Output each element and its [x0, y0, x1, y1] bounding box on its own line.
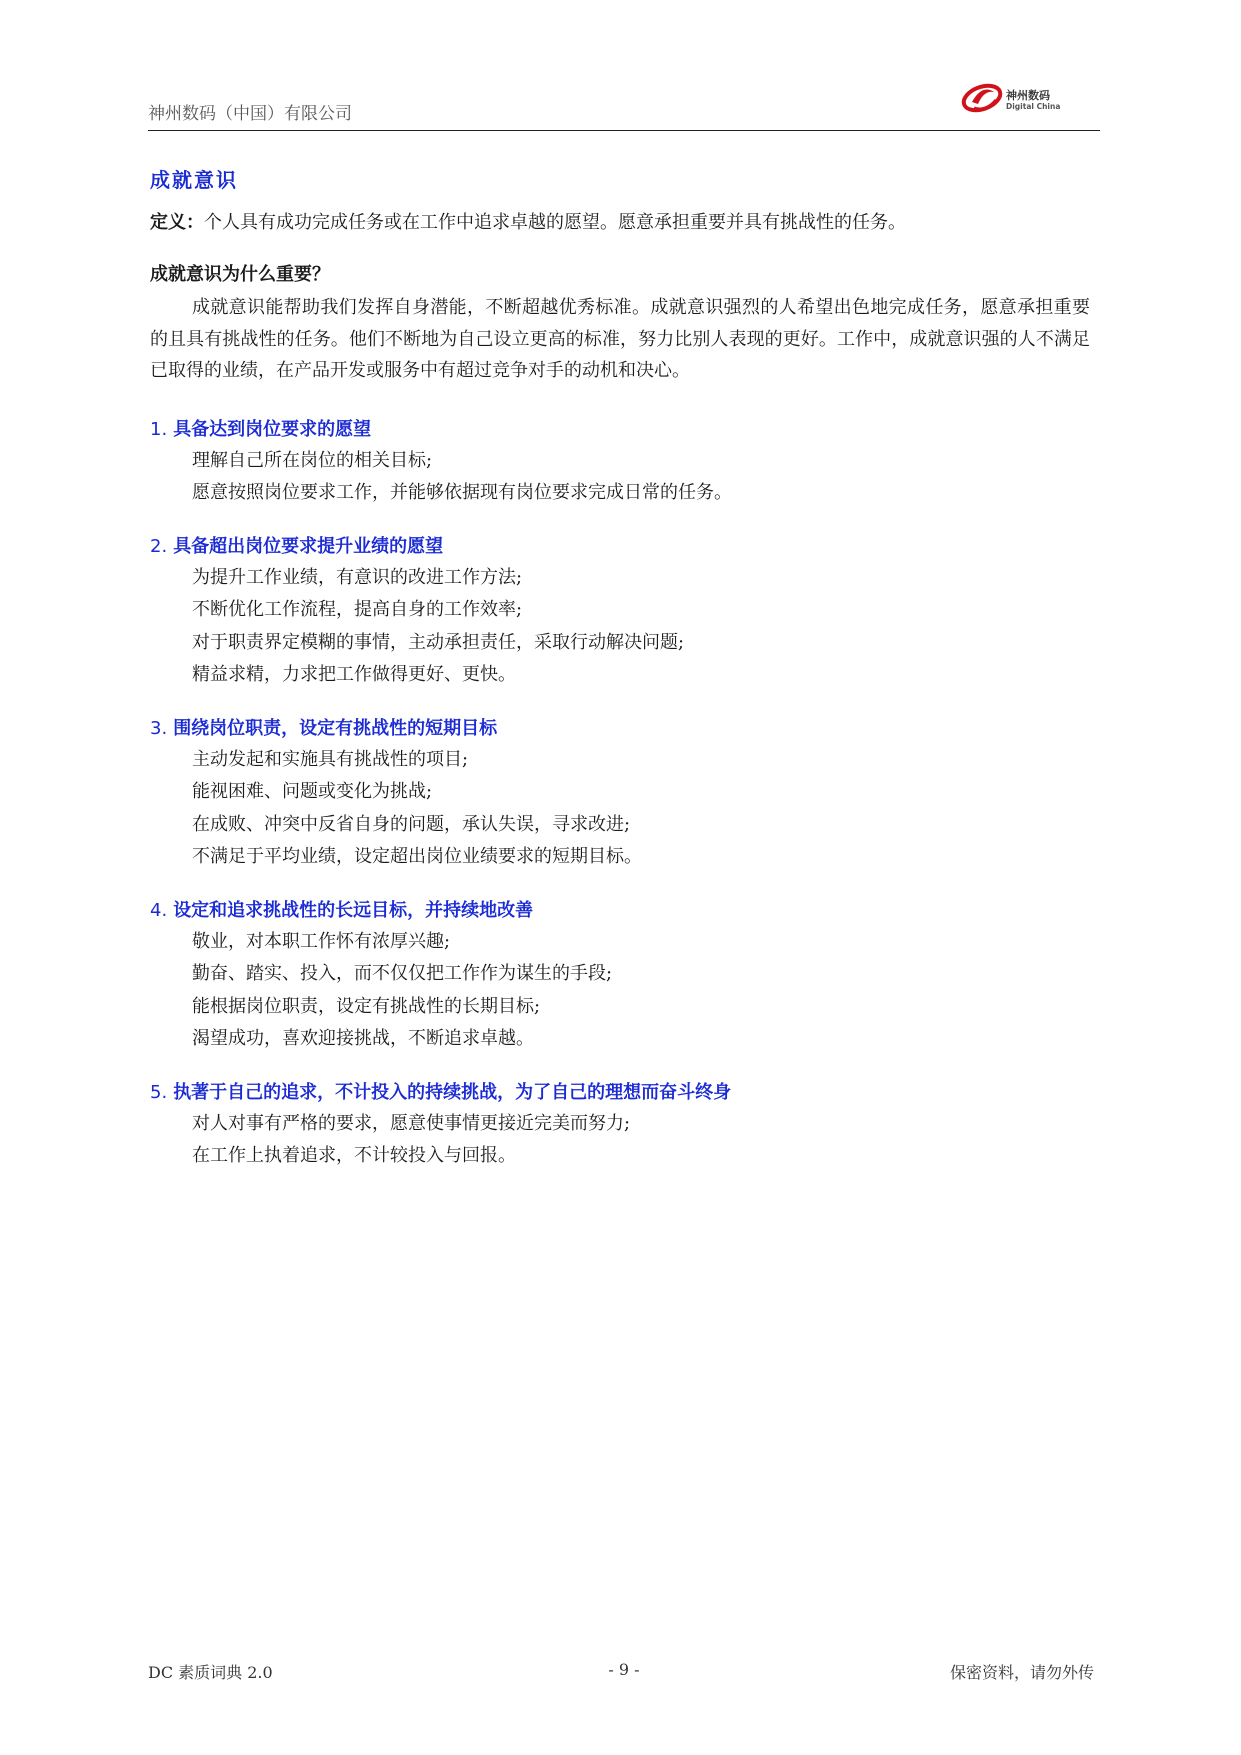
level-heading-text: 具备超出岗位要求提升业绩的愿望: [173, 535, 444, 557]
definition-text: 个人具有成功完成任务或在工作中追求卓越的愿望。愿意承担重要并具有挑战性的任务。: [204, 212, 906, 233]
document-body: [150, 166, 1090, 1195]
digital-china-logo: [960, 78, 1070, 124]
level-item: 愿意按照岗位要求工作，并能够依据现有岗位要求完成日常的任务。: [192, 482, 732, 503]
logo-text-cn: 神州数码: [1006, 89, 1050, 102]
level-list: [150, 415, 1090, 1173]
level-number: 3.: [150, 717, 168, 739]
level-section: [150, 1078, 1090, 1173]
level-section: [150, 714, 1090, 874]
level-number: 4.: [150, 899, 168, 921]
level-item: 渴望成功，喜欢迎接挑战，不断追求卓越。: [192, 1028, 534, 1049]
page-title: 成就意识: [150, 168, 238, 192]
page-header: [148, 78, 1100, 131]
level-heading-text: 围绕岗位职责，设定有挑战性的短期目标: [173, 717, 498, 739]
logo-text-en: Digital China: [1006, 102, 1061, 111]
importance-question: 成就意识为什么重要？: [150, 264, 330, 285]
level-item: 精益求精，力求把工作做得更好、更快。: [192, 664, 516, 685]
level-item: 为提升工作业绩，有意识的改进工作方法;: [192, 566, 523, 588]
level-heading: [150, 714, 1090, 744]
level-number: 5.: [150, 1081, 168, 1103]
level-item: 勤奋、踏实、投入，而不仅仅把工作作为谋生的手段;: [192, 963, 613, 984]
level-item: 能视困难、问题或变化为挑战;: [192, 781, 433, 802]
level-heading: [150, 896, 1090, 926]
level-item: 主动发起和实施具有挑战性的项目;: [192, 748, 469, 770]
level-item: 对人对事有严格的要求，愿意使事情更接近完美而努力;: [192, 1112, 631, 1134]
level-heading: [150, 1078, 1090, 1108]
company-name: 神州数码（中国）有限公司: [148, 104, 352, 124]
confidential-notice: 保密资料，请勿外传: [949, 1663, 1094, 1682]
level-heading: [150, 415, 1090, 445]
level-item: 不断优化工作流程，提高自身的工作效率;: [192, 599, 523, 620]
importance-paragraph: 成就意识能帮助我们发挥自身潜能，不断超越优秀标准。成就意识强烈的人希望出色地完成任务，愿意承担重要的且具有挑战性的任务。他们不断地为自己设立更高的标准，努力比别人表现的更好。工作中，成就意识强的人不满足已取得的业绩，在产品开发或服务中有超过竞争对手的动机和决心。: [150, 297, 1090, 381]
page-number: - 9 -: [608, 1660, 640, 1679]
level-item: 在工作上执着追求，不计较投入与回报。: [192, 1145, 516, 1166]
level-number: 1.: [150, 418, 168, 440]
level-item: 不满足于平均业绩，设定超出岗位业绩要求的短期目标。: [192, 846, 642, 867]
level-section: [150, 415, 1090, 510]
level-item: 对于职责界定模糊的事情，主动承担责任，采取行动解决问题;: [192, 631, 685, 653]
level-item: 敬业，对本职工作怀有浓厚兴趣;: [192, 930, 451, 952]
footer-doc-name: DC 素质词典 2.0: [148, 1663, 273, 1682]
level-section: [150, 532, 1090, 692]
level-heading-text: 设定和追求挑战性的长远目标，并持续地改善: [173, 899, 534, 921]
definition-paragraph: [150, 208, 1090, 238]
level-item: 理解自己所在岗位的相关目标;: [192, 449, 433, 471]
level-number: 2.: [150, 535, 168, 557]
level-item: 在成败、冲突中反省自身的问题，承认失误，寻求改进;: [192, 813, 631, 835]
page-footer: [148, 1660, 1100, 1684]
level-heading: [150, 532, 1090, 562]
digital-china-logo-icon: [960, 78, 1004, 118]
level-heading-text: 具备达到岗位要求的愿望: [173, 418, 372, 440]
level-heading-text: 执著于自己的追求，不计投入的持续挑战，为了自己的理想而奋斗终身: [173, 1081, 732, 1103]
level-section: [150, 896, 1090, 1056]
definition-label: 定义：: [150, 212, 204, 233]
level-item: 能根据岗位职责，设定有挑战性的长期目标;: [192, 995, 541, 1017]
